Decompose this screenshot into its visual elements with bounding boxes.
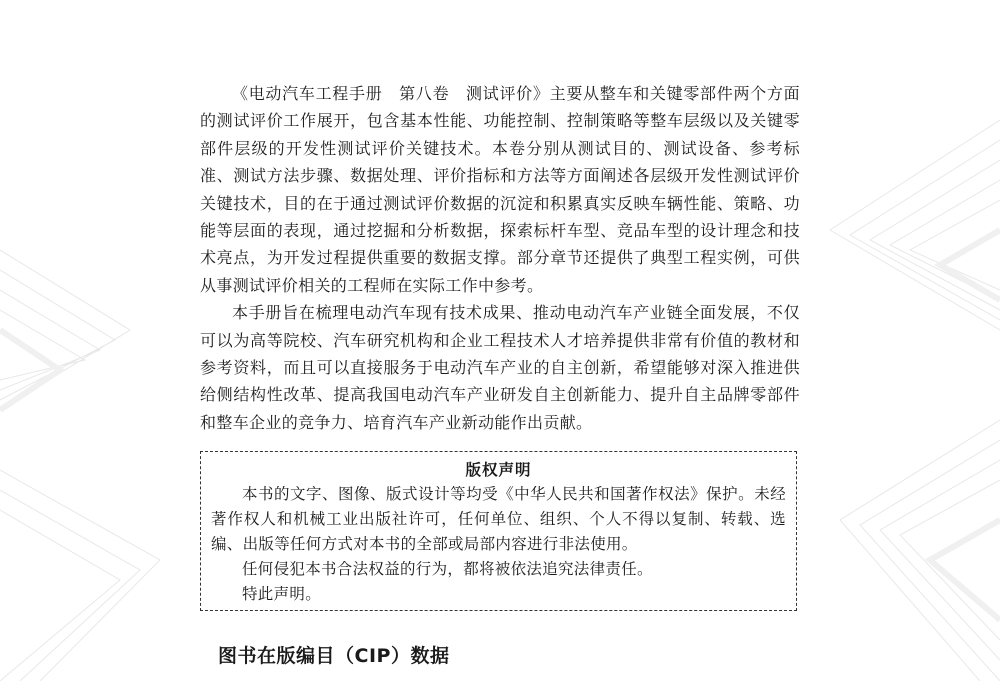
cip-heading: 图书在版编目（CIP）数据 (218, 645, 450, 667)
abstract-paragraph: 本手册旨在梳理电动汽车现有技术成果、推动电动汽车产业链全面发展，不仅可以为高等院校、汽车研究机构和企业工程技术人才培养提供非常有价值的教材和参考资料，而且可以直接服务于电动汽车产业的自主创新，希望能够对深入推进供给侧结构性改革、提高我国电动汽车产业研发自主创新能力、提升自主品牌零部件和整车企业的竞争力、培育汽车产业新动能作出贡献。 (200, 303, 800, 432)
copyright-notice-paragraph: 任何侵犯本书合法权益的行为，都将被依法追究法律责任。 (242, 560, 653, 578)
copyright-notice-paragraph: 本书的文字、图像、版式设计等均受《中华人民共和国著作权法》保护。未经著作权人和机械工业出版社许可，任何单位、组织、个人不得以复制、转载、选编、出版等任何方式对本书的全部或局部内容进行非法使用。 (211, 485, 786, 553)
copyright-notice-paragraph: 特此声明。 (242, 585, 322, 603)
copyright-notice-title: 版权声明 (465, 460, 532, 479)
copyright-notice-box (200, 451, 797, 611)
abstract-paragraph: 《电动汽车工程手册 第八卷 测试评价》主要从整车和关键零部件两个方面的测试评价工作展开，包含基本性能、功能控制、控制策略等整车层级以及关键零部件层级的开发性测试评价关键技术。本卷分别从测试目的、测试设备、参考标准、测试方法步骤、数据处理、评价指标和方法等方面阐述各层级开发性测试评价关键技术，目的在于通过测试评价数据的沉淀和积累真实反映车辆性能、策略、功能等层面的表现，通过挖掘和分析数据，探索标杆车型、竞品车型的设计理念和技术亮点，为开发过程提供重要的数据支撑。部分章节还提供了典型工程实例，可供从事测试评价相关的工程师在实际工作中参考。 (200, 84, 800, 295)
book-abstract (200, 80, 800, 436)
